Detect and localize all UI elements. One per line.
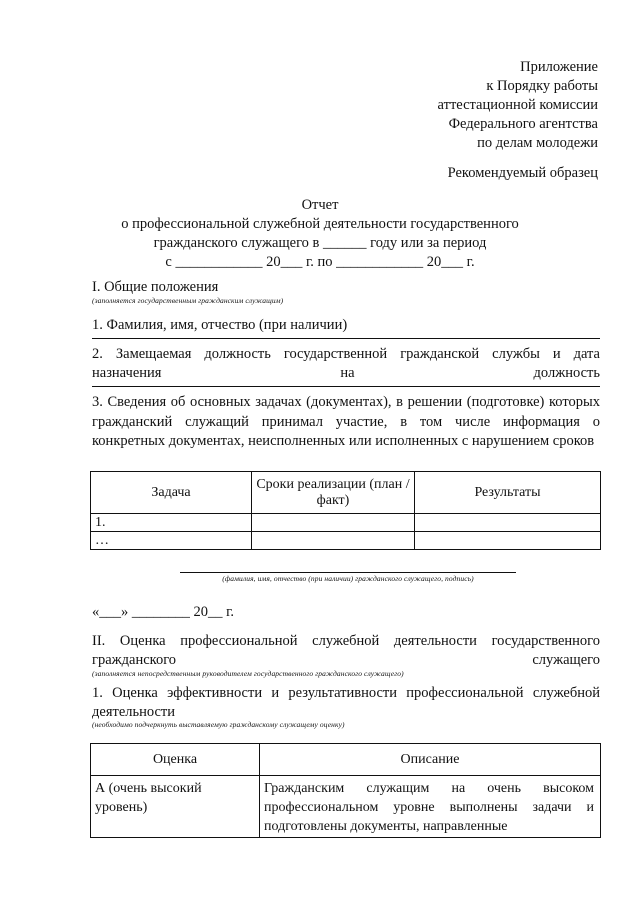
tasks-table [90, 471, 601, 550]
evaluation-table [90, 743, 601, 838]
appendix-line: Федерального агентства [448, 116, 598, 132]
position-line[interactable] [92, 386, 600, 387]
table-cell[interactable]: … [91, 532, 252, 550]
description-cell: Гражданским служащим на очень высоком профессиональном уровне выполнены задачи и подготовлены документы, направленные [260, 776, 601, 838]
table-cell[interactable] [415, 514, 601, 532]
col-header-deadlines: Сроки реализации (план / факт) [252, 472, 415, 514]
appendix-line: к Порядку работы [486, 78, 598, 94]
appendix-header [438, 58, 598, 153]
col-header-results: Результаты [415, 472, 601, 514]
section1-hint: (заполняется государственным гражданским служащим) [92, 296, 284, 305]
table-cell[interactable] [252, 514, 415, 532]
table-cell[interactable]: 1. [91, 514, 252, 532]
table-cell[interactable] [415, 532, 601, 550]
table-cell[interactable] [252, 532, 415, 550]
section2-item1 [92, 684, 600, 722]
table-row [91, 514, 601, 532]
col-header-grade: Оценка [91, 744, 260, 776]
table-row [91, 776, 601, 838]
col-header-task: Задача [91, 472, 252, 514]
title-line: гражданского служащего в ______ году или за период [153, 235, 487, 251]
section2-item1-text: 1. Оценка эффективности и результативности профессиональной служебной деятельности [92, 685, 600, 720]
section1-heading: I. Общие положения [92, 279, 219, 295]
position-label-text: 2. Замещаемая должность государственной гражданской службы и дата назначения на должность [92, 346, 600, 381]
section2-heading [92, 632, 600, 670]
signature-hint: (фамилия, имя, отчество (при наличии) гражданского служащего, подпись) [222, 574, 474, 583]
col-header-description: Описание [260, 744, 601, 776]
fullname-line[interactable] [92, 338, 600, 339]
appendix-line: Приложение [520, 59, 598, 75]
appendix-line: аттестационной комиссии [437, 97, 598, 113]
title-line: с ____________ 20___ г. по ____________ 20___ г. [165, 254, 475, 270]
field-position-label [92, 345, 600, 383]
report-title [0, 196, 640, 272]
title-line: о профессиональной служебной деятельности государственного [121, 216, 519, 232]
section2-item1-hint: (необходимо подчеркнуть выставляемую гражданскому служащему оценку) [92, 720, 345, 729]
table-row [91, 532, 601, 550]
grade-cell[interactable]: А (очень высокий уровень) [91, 776, 260, 838]
section2-hint: (заполняется непосредственным руководителем государственного гражданского служащего) [92, 669, 404, 678]
appendix-line: по делам молодежи [477, 135, 598, 151]
field-tasks-label: 3. Сведения об основных задачах (документах), в решении (подготовке) которых гражданский служащий принимал участие, в том числе информация о конкретных документах, неисполненных или исполненных с нарушением сроков [92, 394, 600, 449]
field-fullname-label: 1. Фамилия, имя, отчество (при наличии) [92, 317, 348, 333]
title-line: Отчет [301, 197, 339, 213]
section2-heading-text: II. Оценка профессиональной служебной деятельности государственного гражданского служащего [92, 633, 600, 668]
signature-line[interactable] [180, 572, 516, 573]
sample-label: Рекомендуемый образец [447, 165, 598, 181]
date-line[interactable]: «___» ________ 20__ г. [92, 604, 235, 620]
